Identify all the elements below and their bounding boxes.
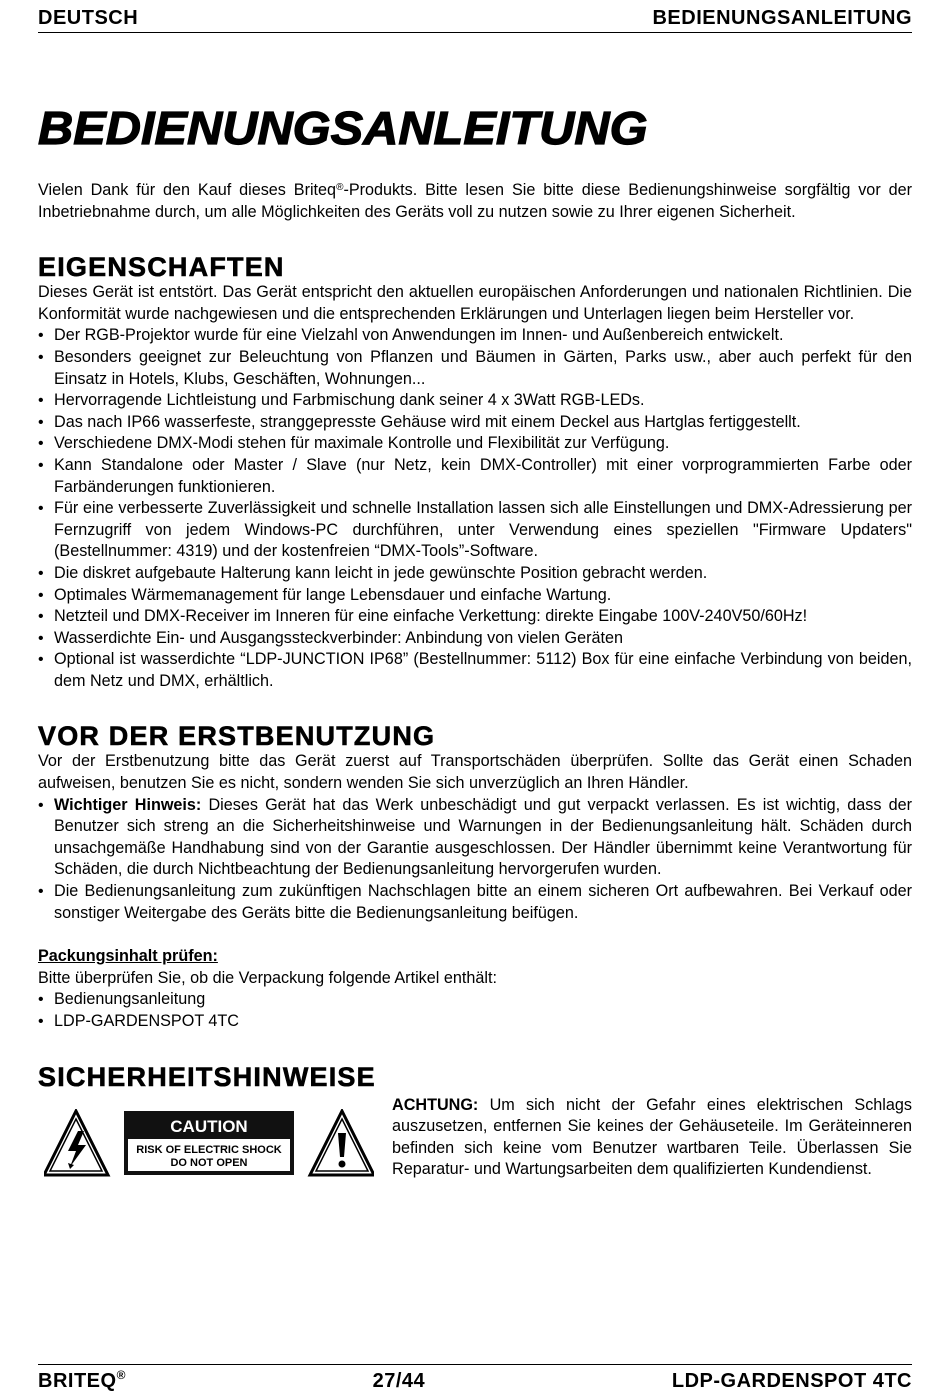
warning-paragraph <box>392 1095 912 1181</box>
page-header <box>38 4 912 33</box>
important-text: Dieses Gerät hat das Werk unbeschädigt und gut verpackt verlassen. Es ist wichtig, dass der Benutzer sich streng an die Sicherheitshinweise und Warnungen in der Bedienungsanleitung hält. Schäden durch unsachgemäße Handhabung sind von der Garantie ausgeschlossen. Der Händler übernimmt keine Verantwortung für Schäden, die durch Nichtbeachtung der Bedienungsanleitung hervorgerufen wurden. <box>54 795 912 879</box>
safety-block <box>38 1095 912 1205</box>
features-list <box>38 325 912 692</box>
page-title: BEDIENUNGSANLEITUNG <box>38 102 648 154</box>
list-item: • Das nach IP66 wasserfeste, stranggepresste Gehäuse wird mit einem Deckel aus Hartglas fertiggestellt. <box>38 412 912 434</box>
caution-line-2: DO NOT OPEN <box>170 1156 248 1169</box>
first-use-paragraph: Vor der Erstbenutzung bitte das Gerät zuerst auf Transportschäden überprüfen. Sollte das Gerät einen Schaden aufweisen, benutzen Sie es nicht, sondern wenden Sie sich unverzüglich an Ihren Händler. <box>38 752 912 793</box>
footer-model: LDP-GARDENSPOT 4TC <box>671 1370 912 1392</box>
package-heading: Packungsinhalt prüfen: <box>38 947 218 966</box>
package-list <box>38 989 912 1032</box>
page-number: 27/44 <box>372 1370 426 1392</box>
intro-text-before: Vielen Dank für den Kauf dieses Briteq <box>38 181 337 199</box>
electric-shock-icon <box>44 1111 108 1175</box>
page-footer <box>38 1364 912 1393</box>
list-item: • Bedienungsanleitung <box>38 989 912 1011</box>
header-language: DEUTSCH <box>38 7 139 29</box>
list-item: • Die Bedienungsanleitung zum zukünftigen Nachschlagen bitte an einem sicheren Ort aufbewahren. Bei Verkauf oder sonstiger Weitergabe des Geräts bitte die Bedienungsanleitung beifügen. <box>38 881 912 924</box>
list-item: • Der RGB-Projektor wurde für eine Vielzahl von Anwendungen im Innen- und Außenbereich entwickelt. <box>38 325 912 347</box>
safety-heading: SICHERHEITSHINWEISE <box>38 1061 376 1092</box>
list-item: • Kann Standalone oder Master / Slave (nur Netz, kein DMX-Controller) mit einer vorprogrammierten Farbe oder Farbänderungen funktionieren. <box>38 455 912 498</box>
features-heading: EIGENSCHAFTEN <box>38 252 285 283</box>
caution-label-box <box>124 1111 294 1175</box>
footer-registered-mark: ® <box>116 1368 126 1382</box>
list-item: • Die diskret aufgebaute Halterung kann leicht in jede gewünschte Position gebracht werden. <box>38 563 912 585</box>
first-use-heading: VOR DER ERSTBENUTZUNG <box>38 721 436 752</box>
warning-text-block <box>392 1095 912 1181</box>
exclamation-warning-icon <box>310 1111 374 1175</box>
caution-line-1: RISK OF ELECTRIC SHOCK <box>136 1143 282 1156</box>
features-paragraph: Dieses Gerät ist entstört. Das Gerät entspricht den aktuellen europäischen Anforderungen und nationalen Richtlinien. Die Konformität wurde nachgewiesen und die entsprechenden Erklärungen und Unterlagen liegen beim Hersteller vor. <box>38 283 912 323</box>
warning-label: ACHTUNG: <box>392 1095 479 1114</box>
registered-mark: ® <box>336 182 344 193</box>
page-content <box>38 100 912 1205</box>
list-item <box>38 795 912 881</box>
list-item: • Optimales Wärmemanagement für lange Lebensdauer und einfache Wartung. <box>38 585 912 607</box>
intro-paragraph <box>38 180 912 223</box>
footer-brand <box>38 1370 126 1393</box>
header-doc-title: BEDIENUNGSANLEITUNG <box>652 7 912 29</box>
list-item: • Netzteil und DMX-Receiver im Inneren für eine einfache Verkettung: direkte Eingabe 100V-240V50/60Hz! <box>38 606 912 628</box>
important-label: Wichtiger Hinweis: <box>54 795 202 814</box>
caution-label: CAUTION <box>170 1116 248 1136</box>
caution-graphic <box>44 1109 374 1179</box>
list-item: • Wasserdichte Ein- und Ausgangssteckverbinder: Anbindung von vielen Geräten <box>38 628 912 650</box>
list-item: • Verschiedene DMX-Modi stehen für maximale Kontrolle und Flexibilität zur Verfügung. <box>38 433 912 455</box>
list-item: • LDP-GARDENSPOT 4TC <box>38 1011 912 1033</box>
footer-brand-name: BRITEQ <box>38 1370 117 1392</box>
list-item: • Besonders geeignet zur Beleuchtung von Pflanzen und Bäumen in Gärten, Parks usw., aber auch perfekt für den Einsatz in Hotels, Klubs, Geschäften, Wohnungen... <box>38 347 912 390</box>
list-item: • Hervorragende Lichtleistung und Farbmischung dank seiner 4 x 3Watt RGB-LEDs. <box>38 390 912 412</box>
package-paragraph: Bitte überprüfen Sie, ob die Verpackung folgende Artikel enthält: <box>38 968 497 987</box>
first-use-list <box>38 795 912 925</box>
intro-text-after: -Produkts. Bitte lesen Sie bitte diese Bedienungshinweise sorgfältig vor der Inbetriebnahme durch, um alle Möglichkeiten des Geräts voll zu nutzen sowie zu Ihrer eigenen Sicherheit. <box>38 181 912 221</box>
list-item: • Für eine verbesserte Zuverlässigkeit und schnelle Installation lassen sich alle Einstellungen und DMX-Adressierung per Fernzugriff von jedem Windows-PC durchführen, unter Verwendung eines speziellen "Firmware Updaters" (Bestellnummer: 4319) und der kostenfreien “DMX-Tools”-Software. <box>38 498 912 563</box>
list-item: • Optional ist wasserdichte “LDP-JUNCTION IP68” (Bestellnummer: 5112) Box für eine einfache Verbindung von beiden, dem Netz und DMX, erhältlich. <box>38 649 912 692</box>
warning-text: Um sich nicht der Gefahr eines elektrischen Schlags auszusetzen, entfernen Sie keines der Gehäuseteile. Im Geräteinneren befinden sich keine vom Benutzer wartbaren Teile. Überlassen Sie Reparatur- und Wartungsarbeiten dem qualifizierten Kundendienst. <box>392 1095 912 1179</box>
